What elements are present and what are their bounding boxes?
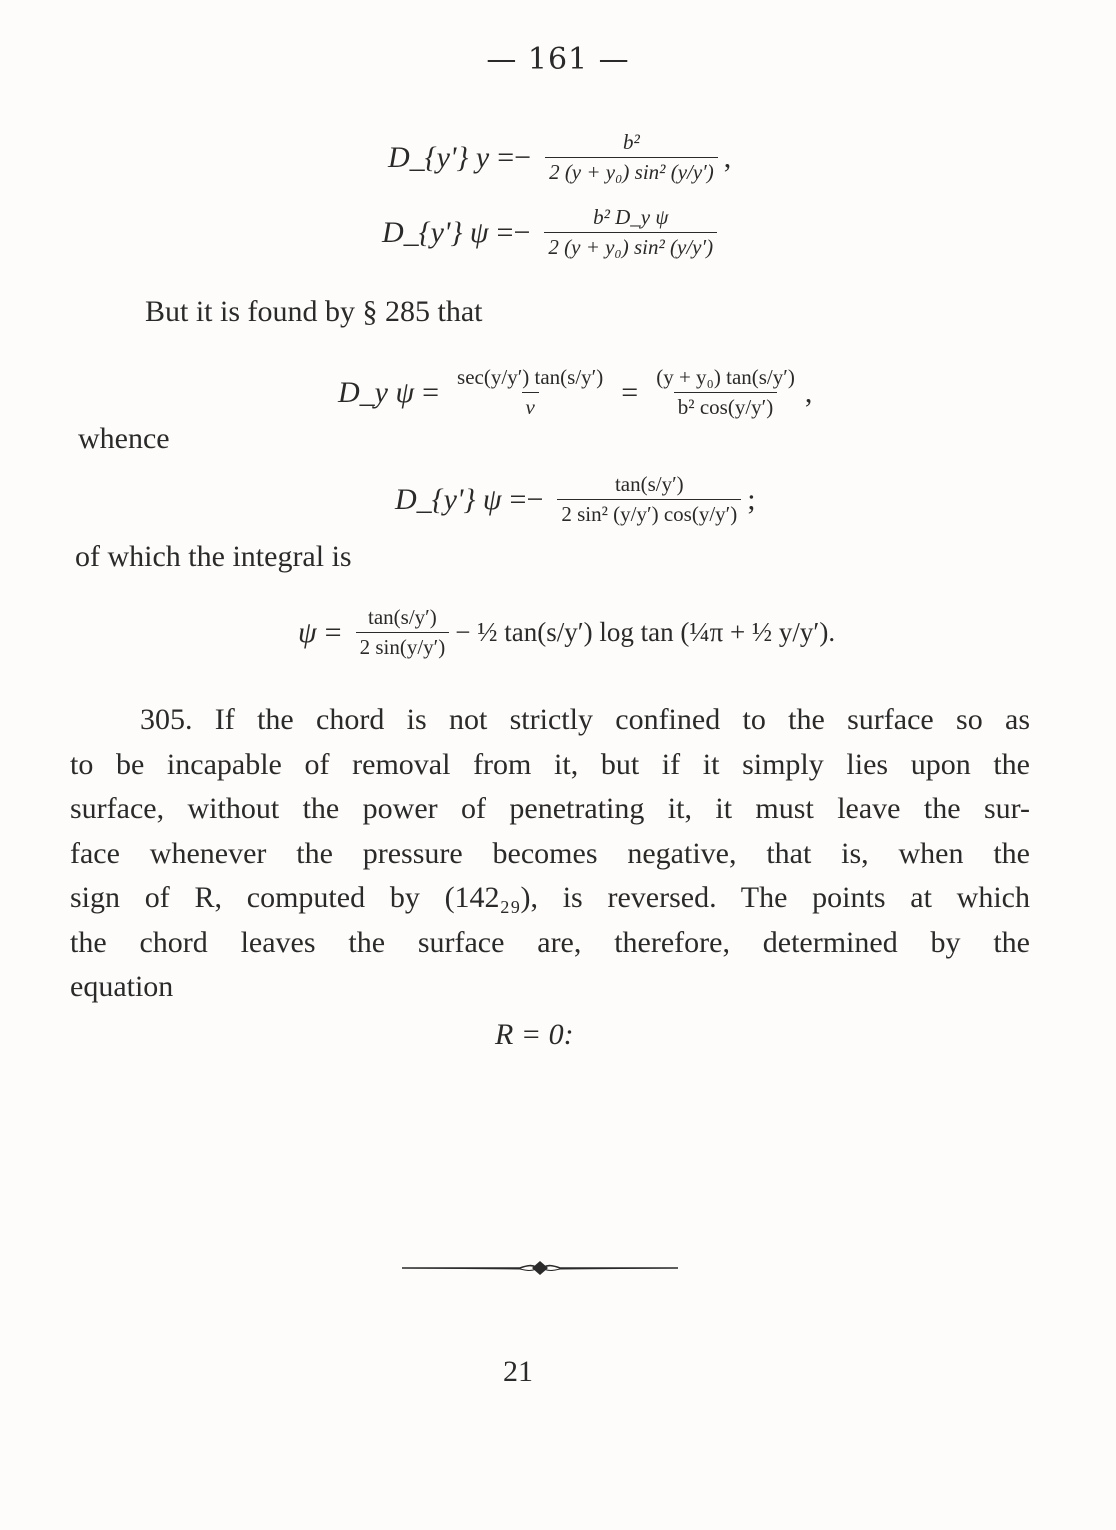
eq1-denominator: 2 (y + y₀) sin² (y/y′) <box>545 157 718 185</box>
eq2-fraction <box>544 205 717 260</box>
eq3-trail: , <box>804 375 813 409</box>
eq1-fraction <box>545 130 718 185</box>
eq3-fraction-2 <box>652 365 799 420</box>
eq5-lhs: ψ <box>298 615 317 649</box>
eq3-frac1-denominator: v <box>522 392 539 420</box>
eq4-fraction <box>557 472 741 527</box>
eq2-operator: =− <box>496 215 531 249</box>
eq3-frac1-numerator: sec(y/y′) tan(s/y′) <box>457 365 604 389</box>
eq2-lhs: D_{y'} ψ <box>382 215 489 249</box>
page-number: — 161 — <box>486 42 630 77</box>
eq3-frac2-denominator: b² cos(y/y′) <box>674 392 777 420</box>
equation-4 <box>395 472 756 527</box>
eq5-rest: − ½ tan(s/y′) log tan (¼π + ½ y/y′). <box>455 617 836 647</box>
eq6-text: R = 0: <box>495 1018 574 1051</box>
paragraph-line-1: 305. If the chord is not strictly confined to the surface so as <box>140 703 1030 736</box>
eq1-operator: =− <box>497 140 532 174</box>
eq5-numerator: tan(s/y′) <box>368 605 437 629</box>
eq1-numerator: b² <box>623 130 640 154</box>
paragraph-line-7: equation <box>70 970 174 1003</box>
paragraph-line-2: to be incapable of removal from it, but if it simply lies upon the <box>70 747 1030 781</box>
eq2-numerator: b² D_y ψ <box>593 205 669 229</box>
paragraph-line-3: surface, without the power of penetrating it, it must leave the sur- <box>70 792 1030 825</box>
equation-3 <box>338 365 812 420</box>
eq4-numerator: tan(s/y′) <box>614 472 684 496</box>
text-integral-intro: of which the integral is <box>75 540 352 573</box>
eq3-operator-2: = <box>621 375 639 409</box>
eq3-lhs: D_y ψ <box>338 375 415 409</box>
paragraph-line-6: the chord leaves the surface are, therefore, determined by the <box>70 925 1030 959</box>
eq3-fraction-1 <box>453 365 607 420</box>
eq2-denominator: 2 (y + y₀) sin² (y/y′) <box>544 232 717 260</box>
paragraph-305 <box>70 698 1030 1010</box>
eq5-denominator: 2 sin(y/y′) <box>356 632 450 660</box>
text-but-found: But it is found by § 285 that <box>145 295 483 328</box>
eq5-operator: = <box>324 615 342 649</box>
equation-2 <box>382 205 723 260</box>
text-whence: whence <box>78 422 170 455</box>
eq1-trail: , <box>723 140 732 174</box>
equation-6 <box>495 1018 574 1052</box>
ornament-divider <box>400 1256 680 1280</box>
eq3-frac2-numerator: (y + y₀) tan(s/y′) <box>656 365 795 389</box>
paragraph-line-4: face whenever the pressure becomes negative, that is, when the <box>70 836 1030 870</box>
eq1-lhs: D_{y'} y <box>388 140 490 174</box>
signature-mark: 21 <box>503 1355 533 1388</box>
eq4-denominator: 2 sin² (y/y′) cos(y/y′) <box>557 499 741 527</box>
eq3-operator: = <box>422 375 440 409</box>
equation-5 <box>298 605 835 660</box>
eq5-fraction <box>356 605 450 660</box>
equation-1 <box>388 130 731 185</box>
eq4-operator: =− <box>509 482 544 516</box>
eq4-trail: ; <box>747 482 756 516</box>
paragraph-line-5: sign of R, computed by (142₂₉), is reversed. The points at which <box>70 881 1030 914</box>
eq4-lhs: D_{y'} ψ <box>395 482 502 516</box>
